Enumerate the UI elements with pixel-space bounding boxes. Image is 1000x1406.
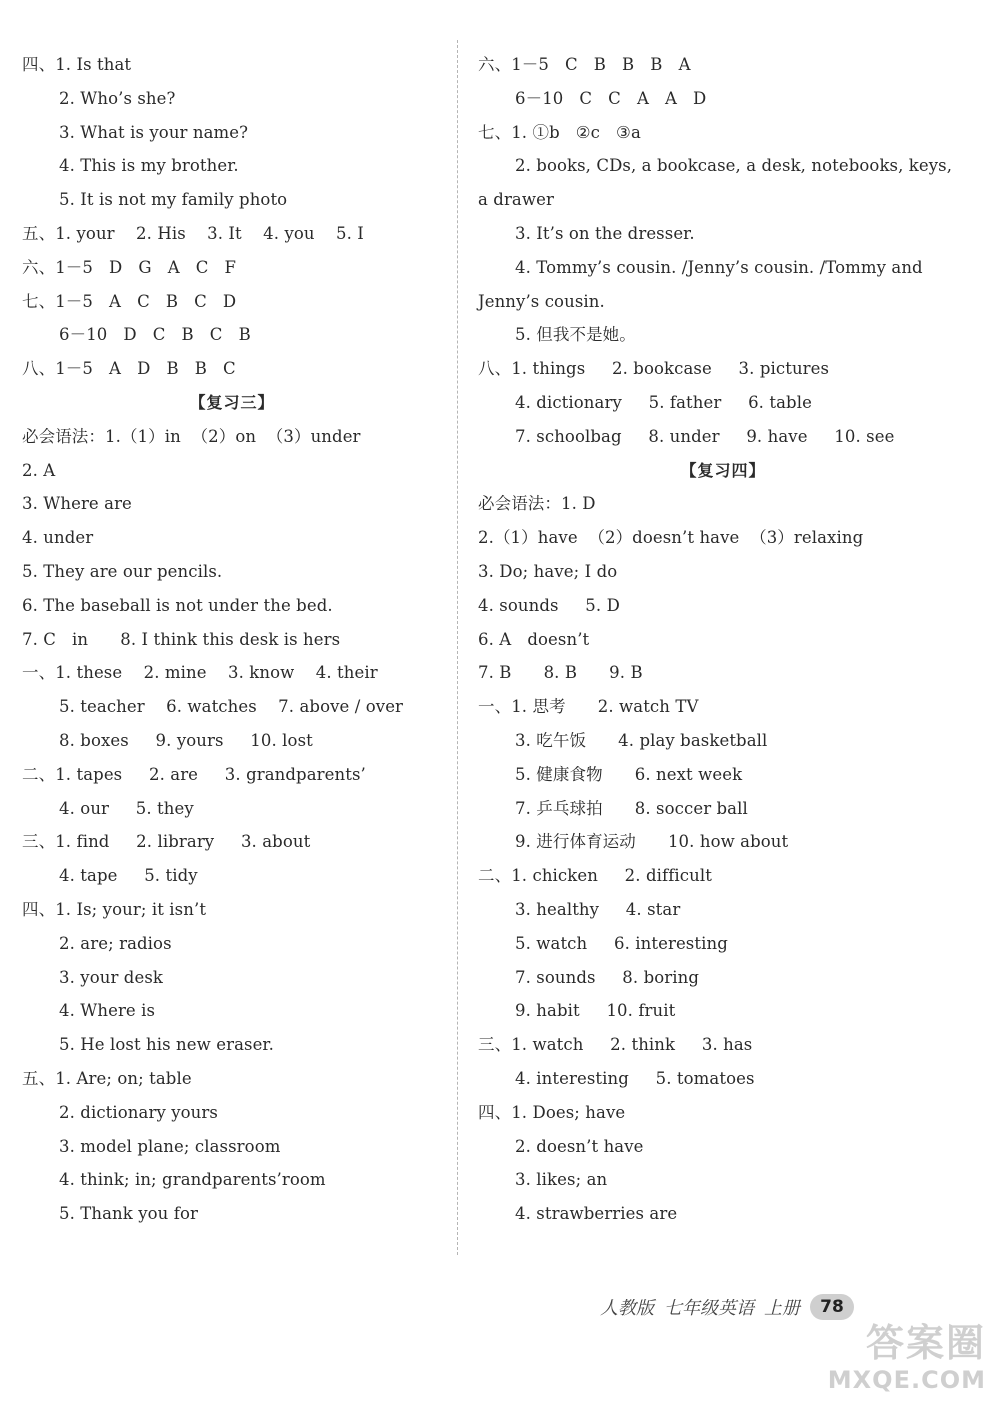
answer-line: 一、1. these 2. mine 3. know 4. their [22,663,378,683]
answer-line: 三、1. find 2. library 3. about [22,832,311,852]
answer-line: 7. 乒乓球拍 8. soccer ball [515,798,748,818]
answer-line: 4. This is my brother. [59,156,239,176]
answer-line: 9. habit 10. fruit [515,1001,676,1021]
answer-line: 五、1. your 2. His 3. It 4. you 5. I [22,223,364,243]
answer-line: 3. Do; have; I do [478,561,618,581]
answer-line: 必会语法：1.（1）in （2）on （3）under [22,426,361,446]
answer-line: 4. strawberries are [515,1204,678,1224]
answer-line: 5. 但我不是她。 [515,325,636,345]
answer-line: 4. sounds 5. D [478,595,620,615]
answer-line: 六、1－5 C B B B A [478,55,691,74]
answer-line: 2. dictionary yours [59,1102,218,1122]
answer-line: 3. 吃午饭 4. play basketball [515,730,768,750]
section-heading: 【复习三】 [189,392,275,412]
answer-line: 八、1. things 2. bookcase 3. pictures [478,359,830,379]
answer-line: a drawer [478,190,554,210]
section-heading: 【复习四】 [680,460,766,480]
page-number: 78 [810,1294,854,1320]
answer-line: 4. our 5. they [59,798,194,818]
footer-subject: 七年级英语 [664,1298,754,1319]
answer-line: 5. watch 6. interesting [515,933,728,953]
answer-line: 8. boxes 9. yours 10. lost [59,730,313,750]
answer-line: 3. Where are [22,494,132,514]
answer-line: 六、1－5 D G A C F [22,257,237,277]
answer-line: 3. model plane; classroom [59,1136,281,1156]
answer-line: 4. think; in; grandparents’room [59,1170,326,1190]
answer-line: Jenny’s cousin. [478,291,605,311]
watermark-title: 答案圈 [865,1321,986,1365]
answer-line: 4. interesting 5. tomatoes [515,1068,755,1088]
answer-line: 七、1. ①b ②c ③a [478,122,641,142]
answer-line: 2. doesn’t have [515,1136,644,1156]
answer-line: 2. A [22,460,56,480]
footer-volume: 上册 [764,1298,800,1319]
column-divider [457,40,458,1255]
answer-line: 2. Who’s she? [59,88,176,108]
watermark [746,1320,986,1400]
answer-line: 7. sounds 8. boring [515,967,700,987]
answer-line: 三、1. watch 2. think 3. has [478,1035,753,1055]
answer-line: 6. The baseball is not under the bed. [22,595,333,615]
answer-line: 3. It’s on the dresser. [515,223,695,243]
answer-line: 3. healthy 4. star [515,899,681,919]
answer-line: 四、1. Does; have [478,1102,626,1122]
answer-line: 4. under [22,528,94,548]
answer-line: 5. Thank you for [59,1204,198,1224]
page-footer [600,1290,854,1324]
answer-line: 9. 进行体育运动 10. how about [515,832,789,852]
answer-line: 5. 健康食物 6. next week [515,764,743,784]
left-column [22,48,442,1231]
answer-line: 7. schoolbag 8. under 9. have 10. see [515,426,895,446]
answer-line: 七、1－5 A C B C D [22,291,237,311]
answer-line: 一、1. 思考 2. watch TV [478,697,699,717]
answer-line: 5. teacher 6. watches 7. above / over [59,697,404,717]
answer-line: 二、1. chicken 2. difficult [478,866,712,886]
answer-line: 7. B 8. B 9. B [478,663,643,683]
answer-line: 五、1. Are; on; table [22,1068,192,1088]
answer-line: 2. books, CDs, a bookcase, a desk, notebooks, keys, [515,156,953,176]
answer-line: 3. your desk [59,967,163,987]
answer-line: 2.（1）have （2）doesn’t have （3）relaxing [478,528,864,548]
answer-line: 四、1. Is that [22,55,132,74]
watermark-url: MXQE.COM [827,1366,986,1394]
answer-line: 4. dictionary 5. father 6. table [515,392,812,412]
footer-edition: 人教版 [600,1298,654,1319]
answer-line: 5. He lost his new eraser. [59,1035,274,1055]
right-column [478,48,968,1231]
answer-line: 3. likes; an [515,1170,608,1190]
answer-line: 6. A doesn’t [478,629,590,649]
answer-line: 4. Tommy’s cousin. /Jenny’s cousin. /Tommy and [515,257,923,277]
answer-line: 二、1. tapes 2. are 3. grandparents’ [22,764,366,784]
answer-line: 7. C in 8. I think this desk is hers [22,629,341,649]
answer-line: 3. What is your name? [59,122,249,142]
answer-line: 6－10 D C B C B [59,325,251,345]
answer-line: 5. They are our pencils. [22,561,223,581]
answer-line: 四、1. Is; your; it isn’t [22,899,207,919]
answer-line: 6－10 C C A A D [515,88,707,108]
answer-line: 4. tape 5. tidy [59,866,198,886]
answer-line: 4. Where is [59,1001,156,1021]
answer-line: 必会语法：1. D [478,494,596,514]
answer-line: 5. It is not my family photo [59,190,288,210]
answer-line: 2. are; radios [59,933,172,953]
answer-line: 八、1－5 A D B B C [22,359,236,379]
